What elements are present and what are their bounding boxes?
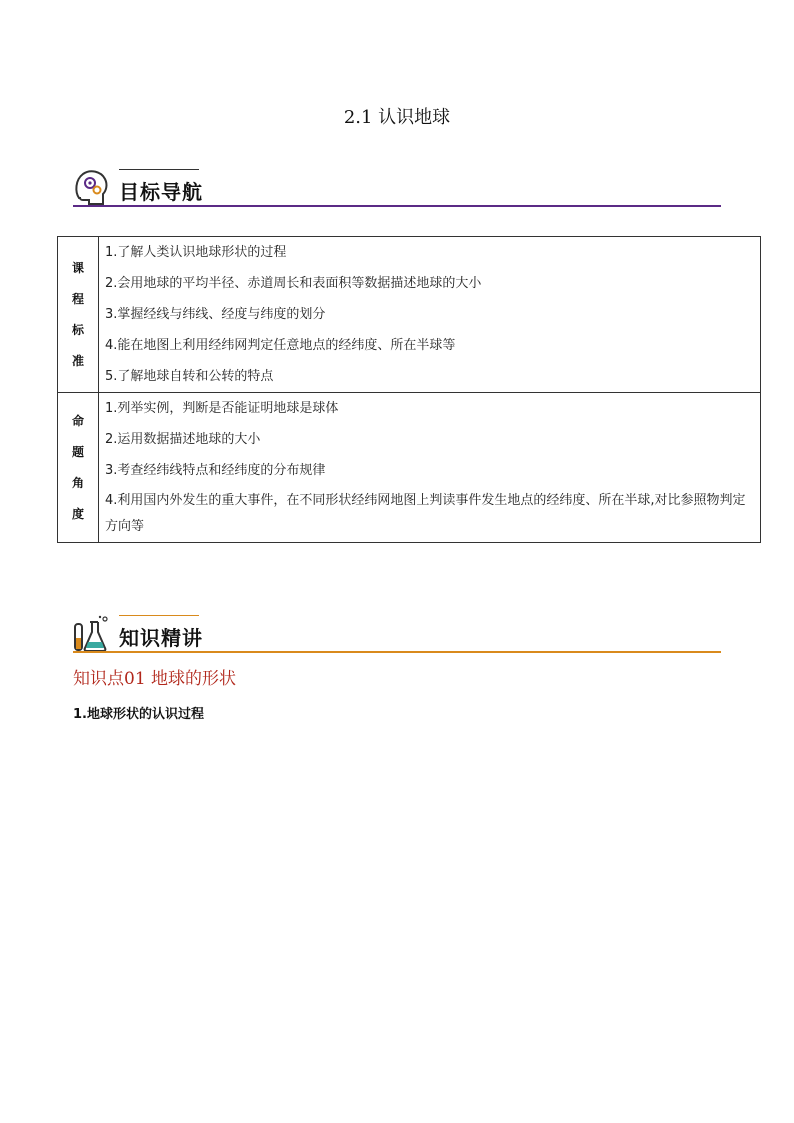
section-header-knowledge (73, 614, 721, 658)
page-title: 2.1 认识地球 (343, 107, 451, 128)
list-item: 1.列举实例，判断是否能证明地球是球体 (105, 401, 339, 416)
section-label-goals: 目标导航 (119, 180, 203, 204)
row-items-exam-angle (99, 393, 761, 543)
table-row (58, 237, 761, 393)
list-item: 2.运用数据描述地球的大小 (105, 432, 261, 447)
list-item: 4.能在地图上利用经纬网判定任意地点的经纬度、所在半球等 (105, 338, 456, 353)
section-header-goals (73, 168, 721, 212)
row-header-curriculum: 课 程 标 准 (58, 237, 99, 393)
list-item: 1.了解人类认识地球形状的过程 (105, 245, 287, 260)
table-row (58, 393, 761, 543)
list-item: 3.掌握经线与纬线、经度与纬度的划分 (105, 307, 326, 322)
lab-flask-icon (73, 614, 109, 654)
row-header-exam-angle: 命 题 角 度 (58, 393, 99, 543)
list-item: 4.利用国内外发生的重大事件，在不同形状经纬网地图上判读事件发生地点的经纬度、所在半球,对比参照物判定方向等 (105, 493, 746, 534)
knowledge-sub-title: 1.地球形状的认识过程 (73, 707, 204, 722)
row-items-curriculum (99, 237, 761, 393)
standards-table (57, 236, 761, 543)
section-label-knowledge: 知识精讲 (119, 626, 203, 650)
section-divider-knowledge (73, 651, 721, 653)
brain-gears-icon (73, 168, 109, 208)
knowledge-point-title: 知识点01 地球的形状 (73, 669, 237, 689)
list-item: 2.会用地球的平均半径、赤道周长和表面积等数据描述地球的大小 (105, 276, 482, 291)
list-item: 5.了解地球自转和公转的特点 (105, 369, 274, 384)
list-item: 3.考查经纬线特点和经纬度的分布规律 (105, 463, 326, 478)
section-divider-goals (73, 205, 721, 207)
